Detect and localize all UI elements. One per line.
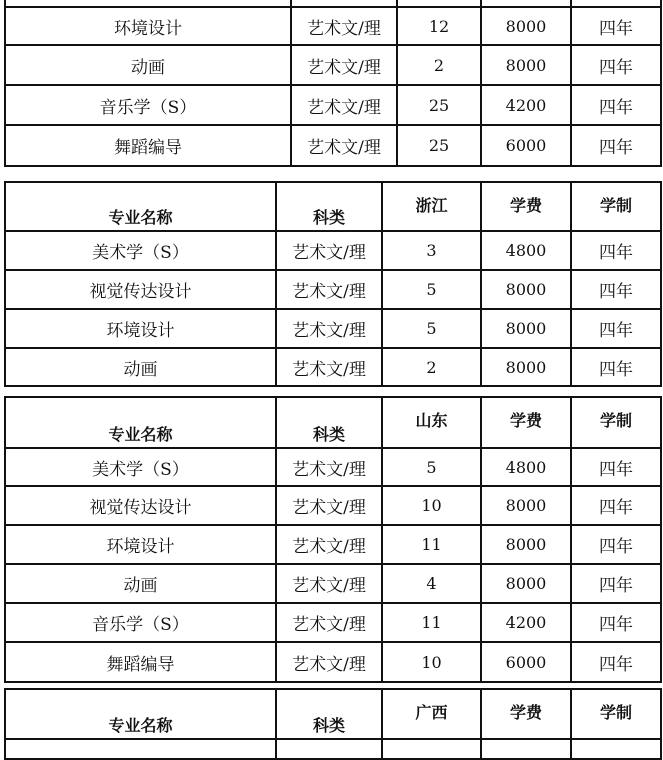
major-name-cell: 美术学（S） bbox=[5, 448, 276, 486]
quota-cell: 10 bbox=[382, 642, 481, 682]
table-row bbox=[5, 448, 661, 486]
category-cell: 艺术文/理 bbox=[276, 309, 382, 348]
duration-cell: 四年 bbox=[571, 125, 661, 166]
header-category: 科类 bbox=[276, 397, 382, 448]
header-duration: 学制 bbox=[571, 182, 661, 231]
duration-cell: 四年 bbox=[571, 525, 661, 564]
quota-cell: 25 bbox=[397, 85, 481, 125]
quota-cell: 25 bbox=[397, 125, 481, 166]
header-category: 科类 bbox=[276, 182, 382, 231]
table-header-row bbox=[5, 689, 661, 739]
duration-cell: 四年 bbox=[571, 348, 661, 386]
enrollment-table-guangxi bbox=[4, 688, 662, 760]
duration-cell: 四年 bbox=[571, 564, 661, 603]
fee-cell: 4800 bbox=[481, 448, 571, 486]
duration-cell: 四年 bbox=[571, 486, 661, 525]
table-row bbox=[5, 486, 661, 525]
table-header-row bbox=[5, 182, 661, 231]
category-cell: 艺术文/理 bbox=[276, 348, 382, 386]
table-row bbox=[5, 85, 661, 125]
duration-cell: 四年 bbox=[571, 309, 661, 348]
table-header-row bbox=[5, 397, 661, 448]
major-name-cell: 视觉传达设计 bbox=[5, 486, 276, 525]
quota-cell: 5 bbox=[382, 309, 481, 348]
category-cell: 艺术文/理 bbox=[291, 7, 397, 45]
major-name-cell: 视觉传达设计 bbox=[5, 270, 276, 309]
major-name-cell: 动画 bbox=[5, 348, 276, 386]
header-major-name: 专业名称 bbox=[5, 689, 276, 739]
duration-cell: 四年 bbox=[571, 45, 661, 85]
major-name-cell: 音乐学（S） bbox=[5, 603, 276, 642]
category-cell: 艺术文/理 bbox=[291, 45, 397, 85]
quota-cell: 2 bbox=[397, 45, 481, 85]
table-row bbox=[5, 525, 661, 564]
header-fee: 学费 bbox=[481, 182, 571, 231]
table-row bbox=[5, 270, 661, 309]
major-name-cell: 环境设计 bbox=[5, 7, 291, 45]
duration-cell: 四年 bbox=[571, 642, 661, 682]
table-row bbox=[5, 564, 661, 603]
header-major-name: 专业名称 bbox=[5, 182, 276, 231]
table-row bbox=[5, 309, 661, 348]
quota-cell: 5 bbox=[382, 448, 481, 486]
category-cell: 艺术文/理 bbox=[276, 642, 382, 682]
header-fee: 学费 bbox=[481, 397, 571, 448]
table-row bbox=[5, 603, 661, 642]
table-row bbox=[5, 348, 661, 386]
category-cell: 艺术文/理 bbox=[276, 231, 382, 270]
duration-cell: 四年 bbox=[571, 603, 661, 642]
table-row bbox=[5, 231, 661, 270]
enrollment-table-shandong bbox=[4, 396, 662, 683]
category-cell: 艺术文/理 bbox=[291, 125, 397, 166]
fee-cell: 8000 bbox=[481, 564, 571, 603]
fee-cell: 4200 bbox=[481, 603, 571, 642]
duration-cell: 四年 bbox=[571, 270, 661, 309]
header-province: 广西 bbox=[382, 689, 481, 739]
fee-cell: 8000 bbox=[481, 309, 571, 348]
category-cell: 艺术文/理 bbox=[276, 486, 382, 525]
major-name-cell: 舞蹈编导 bbox=[5, 125, 291, 166]
quota-cell: 10 bbox=[382, 486, 481, 525]
category-cell: 艺术文/理 bbox=[276, 564, 382, 603]
fee-cell: 8000 bbox=[481, 525, 571, 564]
table-row bbox=[5, 45, 661, 85]
category-cell: 艺术文/理 bbox=[276, 525, 382, 564]
table-row bbox=[5, 7, 661, 45]
duration-cell: 四年 bbox=[571, 231, 661, 270]
fee-cell: 6000 bbox=[481, 642, 571, 682]
major-name-cell: 环境设计 bbox=[5, 309, 276, 348]
header-province: 浙江 bbox=[382, 182, 481, 231]
fee-cell: 6000 bbox=[481, 125, 571, 166]
category-cell: 艺术文/理 bbox=[276, 270, 382, 309]
quota-cell: 11 bbox=[382, 525, 481, 564]
table-row bbox=[5, 125, 661, 166]
fee-cell: 8000 bbox=[481, 45, 571, 85]
fee-cell: 8000 bbox=[481, 270, 571, 309]
duration-cell: 四年 bbox=[571, 448, 661, 486]
quota-cell: 11 bbox=[382, 603, 481, 642]
table-row bbox=[5, 642, 661, 682]
header-duration: 学制 bbox=[571, 397, 661, 448]
enrollment-table-continued bbox=[4, 0, 662, 167]
table-row bbox=[5, 739, 661, 759]
major-name-cell: 环境设计 bbox=[5, 525, 276, 564]
header-major-name: 专业名称 bbox=[5, 397, 276, 448]
fee-cell: 4200 bbox=[481, 85, 571, 125]
quota-cell: 3 bbox=[382, 231, 481, 270]
category-cell: 艺术文/理 bbox=[291, 85, 397, 125]
quota-cell: 4 bbox=[382, 564, 481, 603]
major-name-cell: 动画 bbox=[5, 564, 276, 603]
header-category: 科类 bbox=[276, 689, 382, 739]
header-province: 山东 bbox=[382, 397, 481, 448]
header-duration: 学制 bbox=[571, 689, 661, 739]
enrollment-table-zhejiang bbox=[4, 181, 662, 387]
category-cell: 艺术文/理 bbox=[276, 448, 382, 486]
quota-cell: 5 bbox=[382, 270, 481, 309]
category-cell: 艺术文/理 bbox=[276, 603, 382, 642]
quota-cell: 12 bbox=[397, 7, 481, 45]
table-row-top-edge bbox=[5, 0, 661, 7]
fee-cell: 8000 bbox=[481, 486, 571, 525]
major-name-cell: 动画 bbox=[5, 45, 291, 85]
duration-cell: 四年 bbox=[571, 7, 661, 45]
major-name-cell: 音乐学（S） bbox=[5, 85, 291, 125]
fee-cell: 8000 bbox=[481, 348, 571, 386]
header-fee: 学费 bbox=[481, 689, 571, 739]
fee-cell: 8000 bbox=[481, 7, 571, 45]
fee-cell: 4800 bbox=[481, 231, 571, 270]
quota-cell: 2 bbox=[382, 348, 481, 386]
major-name-cell: 美术学（S） bbox=[5, 231, 276, 270]
major-name-cell: 舞蹈编导 bbox=[5, 642, 276, 682]
duration-cell: 四年 bbox=[571, 85, 661, 125]
